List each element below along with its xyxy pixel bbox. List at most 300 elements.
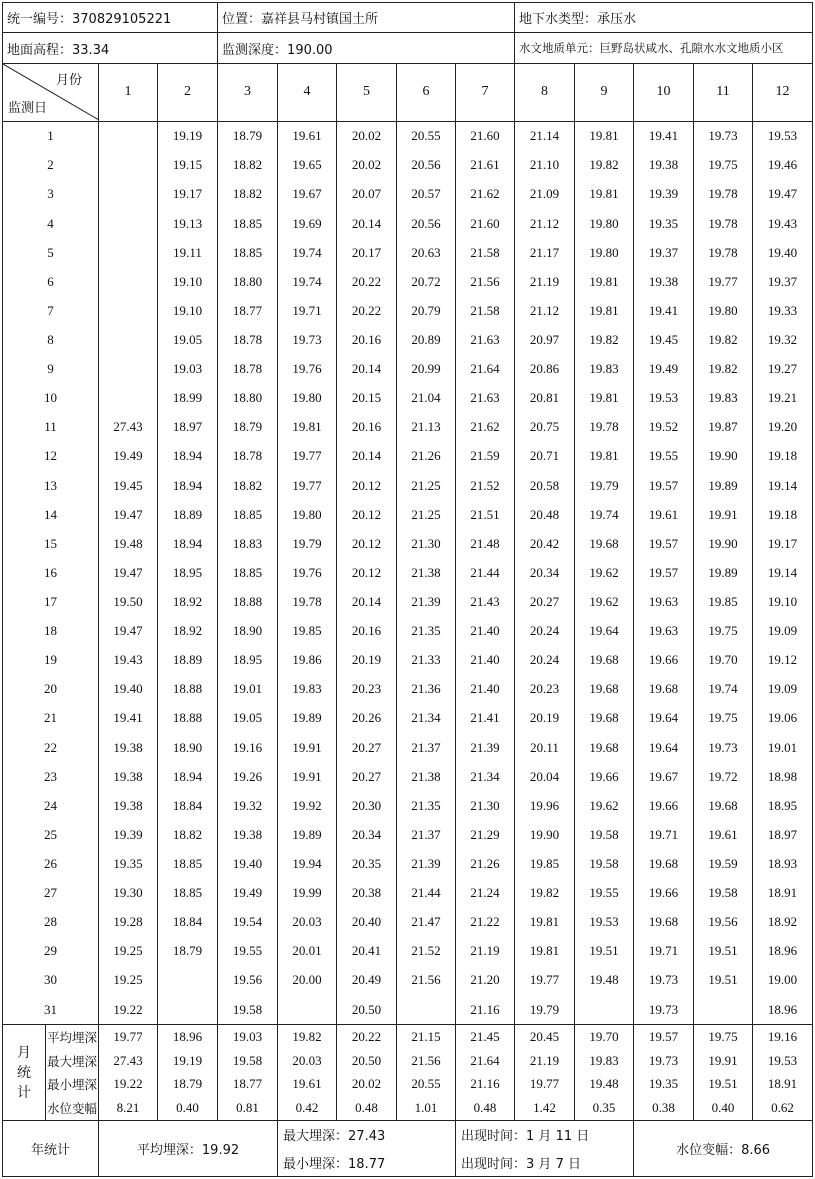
value-cell: 18.85 [218,209,278,238]
stat-value-cell: 19.57 [634,1025,694,1049]
value-cell: 18.90 [218,617,278,646]
value-cell: 21.19 [456,937,515,966]
stat-value-cell: 21.45 [456,1025,515,1049]
value-cell: 21.22 [456,908,515,937]
value-cell: 20.02 [337,121,397,151]
value-cell: 19.13 [158,209,218,238]
value-cell: 19.68 [575,529,634,558]
value-cell: 18.85 [218,500,278,529]
value-cell [99,238,158,267]
year-max-time: 出现时间：1 月 11 日 [456,1121,634,1149]
value-cell: 19.49 [99,442,158,471]
value-cell: 20.23 [515,675,575,704]
value-cell: 19.37 [634,238,694,267]
day-cell: 18 [3,617,99,646]
table-row [3,587,813,616]
value-cell: 20.12 [337,500,397,529]
value-cell: 19.68 [634,675,694,704]
value-cell: 19.81 [575,180,634,209]
value-cell: 19.81 [515,937,575,966]
value-cell: 18.78 [218,442,278,471]
value-cell: 19.25 [99,966,158,995]
value-cell: 19.55 [634,442,694,471]
value-cell: 20.48 [515,500,575,529]
value-cell: 19.99 [278,879,337,908]
value-cell: 20.16 [337,617,397,646]
stat-value-cell: 20.22 [337,1025,397,1049]
value-cell: 19.68 [575,675,634,704]
value-cell [158,995,218,1025]
value-cell: 19.82 [694,325,753,354]
water-type-cell [515,3,813,33]
value-cell [99,121,158,151]
day-cell: 12 [3,442,99,471]
station-id-label: 统一编号： [7,12,73,28]
value-cell: 21.35 [397,617,456,646]
value-cell: 20.57 [397,180,456,209]
stat-label: 最小埋深 [46,1073,99,1097]
value-cell: 19.79 [515,995,575,1025]
value-cell: 20.72 [397,267,456,296]
value-cell: 19.82 [575,151,634,180]
value-cell: 21.13 [397,413,456,442]
day-cell: 7 [3,296,99,325]
table-row [3,121,813,151]
stat-value-cell: 19.58 [218,1049,278,1073]
value-cell: 19.68 [575,704,634,733]
value-cell: 20.14 [337,355,397,384]
stat-value-cell: 19.61 [278,1073,337,1097]
value-cell: 19.73 [278,325,337,354]
table-row [3,646,813,675]
year-stats-label: 年统计 [3,1121,99,1177]
value-cell: 21.56 [456,267,515,296]
value-cell: 18.80 [218,267,278,296]
stat-value-cell: 19.48 [575,1073,634,1097]
value-cell: 20.12 [337,471,397,500]
value-cell: 21.62 [456,413,515,442]
value-cell: 19.79 [575,471,634,500]
value-cell [99,267,158,296]
value-cell: 18.91 [753,879,813,908]
value-cell: 19.56 [694,908,753,937]
value-cell: 19.11 [158,238,218,267]
value-cell: 19.06 [753,704,813,733]
value-cell: 19.26 [218,762,278,791]
stat-label: 平均埋深 [46,1025,99,1049]
value-cell: 19.78 [694,238,753,267]
value-cell: 21.39 [397,587,456,616]
value-cell: 19.12 [753,646,813,675]
day-cell: 1 [3,121,99,151]
value-cell: 19.80 [575,209,634,238]
value-cell: 18.77 [218,296,278,325]
value-cell: 21.10 [515,151,575,180]
stat-value-cell: 18.91 [753,1073,813,1097]
month-header: 9 [575,63,634,121]
month-header: 3 [218,63,278,121]
value-cell: 19.94 [278,849,337,878]
value-cell: 19.38 [218,820,278,849]
value-cell: 19.49 [218,879,278,908]
table-row [3,879,813,908]
stat-value-cell: 20.50 [337,1049,397,1073]
stat-row [3,1073,813,1097]
value-cell: 21.52 [456,471,515,500]
value-cell: 21.16 [456,995,515,1025]
value-cell: 20.15 [337,384,397,413]
value-cell: 19.89 [694,471,753,500]
value-cell: 18.89 [158,500,218,529]
value-cell: 19.86 [278,646,337,675]
value-cell: 19.64 [634,733,694,762]
value-cell: 18.82 [218,151,278,180]
value-cell: 21.17 [515,238,575,267]
value-cell: 19.83 [575,355,634,384]
stat-value-cell: 21.16 [456,1073,515,1097]
value-cell: 19.67 [634,762,694,791]
value-cell: 20.23 [337,675,397,704]
value-cell [694,995,753,1025]
day-cell: 27 [3,879,99,908]
table-row [3,238,813,267]
value-cell: 19.53 [753,121,813,151]
table-row [3,791,813,820]
station-id-cell [3,3,218,33]
value-cell: 19.62 [575,791,634,820]
table-row [3,296,813,325]
stat-row [3,1025,813,1049]
value-cell: 19.00 [753,966,813,995]
value-cell: 20.50 [337,995,397,1025]
value-cell: 19.81 [575,442,634,471]
value-cell: 19.82 [694,355,753,384]
table-row [3,325,813,354]
value-cell: 21.37 [397,733,456,762]
value-cell: 19.73 [694,733,753,762]
value-cell: 20.07 [337,180,397,209]
stat-value-cell: 0.38 [634,1096,694,1120]
value-cell: 19.14 [753,471,813,500]
stat-value-cell: 0.62 [753,1096,813,1120]
stat-value-cell: 19.35 [634,1073,694,1097]
value-cell: 19.40 [218,849,278,878]
value-cell: 21.60 [456,121,515,151]
value-cell: 19.55 [218,937,278,966]
value-cell [99,209,158,238]
value-cell: 20.75 [515,413,575,442]
value-cell: 19.27 [753,355,813,384]
value-cell: 18.90 [158,733,218,762]
value-cell: 20.38 [337,879,397,908]
value-cell: 20.19 [515,704,575,733]
value-cell: 19.58 [575,849,634,878]
hydro-unit-label: 水文地质单元： [519,41,600,56]
stat-value-cell: 20.03 [278,1049,337,1073]
stat-value-cell: 19.83 [575,1049,634,1073]
value-cell: 19.81 [575,296,634,325]
value-cell: 21.43 [456,587,515,616]
value-cell: 19.74 [278,267,337,296]
stat-value-cell: 19.03 [218,1025,278,1049]
value-cell: 19.58 [575,820,634,849]
value-cell: 19.15 [158,151,218,180]
value-cell: 20.56 [397,209,456,238]
value-cell: 21.09 [515,180,575,209]
value-cell: 20.71 [515,442,575,471]
value-cell: 20.22 [337,267,397,296]
value-cell: 19.96 [515,791,575,820]
value-cell: 19.80 [694,296,753,325]
value-cell: 18.92 [158,587,218,616]
value-cell: 18.88 [218,587,278,616]
value-cell: 19.74 [278,238,337,267]
value-cell: 19.62 [575,587,634,616]
value-cell: 19.61 [694,820,753,849]
corner-header-cell [3,63,99,121]
value-cell: 19.80 [278,500,337,529]
table-row [3,442,813,471]
value-cell: 19.68 [634,849,694,878]
value-cell: 19.63 [634,587,694,616]
stat-label: 水位变幅 [46,1096,99,1120]
value-cell: 20.35 [337,849,397,878]
value-cell [158,966,218,995]
value-cell: 20.17 [337,238,397,267]
value-cell: 19.81 [575,384,634,413]
value-cell: 19.20 [753,413,813,442]
value-cell: 21.24 [456,879,515,908]
stat-value-cell: 19.19 [158,1049,218,1073]
day-cell: 14 [3,500,99,529]
stat-value-cell: 21.56 [397,1049,456,1073]
value-cell: 18.82 [158,820,218,849]
month-header: 11 [694,63,753,121]
value-cell: 19.43 [753,209,813,238]
value-cell: 19.47 [753,180,813,209]
stat-value-cell: 19.77 [99,1025,158,1049]
stat-value-cell: 19.82 [278,1025,337,1049]
stat-value-cell: 19.22 [99,1073,158,1097]
value-cell: 20.63 [397,238,456,267]
value-cell: 20.14 [337,587,397,616]
day-cell: 22 [3,733,99,762]
value-cell: 18.79 [218,413,278,442]
value-cell: 19.54 [218,908,278,937]
stat-value-cell: 0.40 [158,1096,218,1120]
value-cell: 21.34 [397,704,456,733]
value-cell: 18.82 [218,471,278,500]
stat-row [3,1049,813,1073]
value-cell: 19.52 [634,413,694,442]
value-cell: 21.33 [397,646,456,675]
stat-value-cell: 1.42 [515,1096,575,1120]
value-cell: 19.37 [753,267,813,296]
value-cell: 18.97 [753,820,813,849]
value-cell: 19.81 [278,413,337,442]
value-cell: 18.80 [218,384,278,413]
value-cell: 19.79 [278,529,337,558]
value-cell: 19.10 [753,587,813,616]
value-cell: 19.80 [575,238,634,267]
stat-value-cell: 19.77 [515,1073,575,1097]
value-cell: 19.40 [753,238,813,267]
value-cell: 19.38 [99,733,158,762]
value-cell: 19.22 [99,995,158,1025]
value-cell: 19.78 [694,209,753,238]
value-cell: 18.94 [158,762,218,791]
month-header: 1 [99,63,158,121]
value-cell: 19.48 [99,529,158,558]
stat-value-cell: 19.51 [694,1073,753,1097]
stat-label: 最大埋深 [46,1049,99,1073]
stat-value-cell: 21.64 [456,1049,515,1073]
value-cell: 19.90 [694,529,753,558]
value-cell: 19.83 [694,384,753,413]
value-cell: 20.19 [337,646,397,675]
value-cell: 19.45 [99,471,158,500]
month-header: 8 [515,63,575,121]
value-cell: 20.12 [337,529,397,558]
table-row [3,617,813,646]
value-cell: 19.47 [99,500,158,529]
value-cell: 18.85 [158,849,218,878]
value-cell: 19.91 [278,762,337,791]
value-cell: 20.02 [337,151,397,180]
monitor-depth-cell [218,33,515,63]
value-cell: 19.41 [634,296,694,325]
value-cell: 18.97 [158,413,218,442]
stat-value-cell: 0.35 [575,1096,634,1120]
value-cell: 21.12 [515,296,575,325]
value-cell: 19.90 [515,820,575,849]
month-header: 4 [278,63,337,121]
value-cell: 20.34 [337,820,397,849]
value-cell: 21.40 [456,646,515,675]
value-cell: 19.64 [575,617,634,646]
value-cell: 21.37 [397,820,456,849]
day-cell: 13 [3,471,99,500]
value-cell: 21.26 [397,442,456,471]
value-cell: 19.38 [99,791,158,820]
value-cell: 19.73 [634,995,694,1025]
value-cell [99,151,158,180]
value-cell: 19.74 [694,675,753,704]
table-row [3,267,813,296]
value-cell: 19.43 [99,646,158,675]
value-cell: 21.63 [456,384,515,413]
value-cell: 19.17 [753,529,813,558]
table-row [3,413,813,442]
year-range: 水位变幅：8.66 [634,1121,813,1177]
value-cell: 20.97 [515,325,575,354]
value-cell: 21.40 [456,617,515,646]
stat-value-cell: 0.48 [337,1096,397,1120]
value-cell: 19.85 [278,617,337,646]
value-cell [99,180,158,209]
value-cell: 21.56 [397,966,456,995]
value-cell [99,384,158,413]
value-cell: 19.56 [218,966,278,995]
value-cell: 21.12 [515,209,575,238]
value-cell: 19.35 [99,849,158,878]
value-cell: 21.20 [456,966,515,995]
value-cell: 19.71 [278,296,337,325]
value-cell: 21.38 [397,558,456,587]
day-cell: 6 [3,267,99,296]
value-cell: 18.92 [753,908,813,937]
value-cell: 19.38 [634,267,694,296]
table-row [3,675,813,704]
value-cell: 21.44 [397,879,456,908]
value-cell: 19.81 [515,908,575,937]
year-min-depth: 最小埋深：18.77 [278,1148,456,1176]
value-cell: 19.68 [575,733,634,762]
value-cell: 20.42 [515,529,575,558]
day-cell: 25 [3,820,99,849]
value-cell: 19.66 [575,762,634,791]
value-cell: 19.57 [634,529,694,558]
value-cell: 21.60 [456,209,515,238]
value-cell: 19.68 [694,791,753,820]
value-cell: 19.25 [99,937,158,966]
value-cell: 21.34 [456,762,515,791]
value-cell: 20.86 [515,355,575,384]
year-stats-row [3,1121,813,1149]
value-cell: 19.57 [634,471,694,500]
value-cell: 19.38 [634,151,694,180]
value-cell: 19.41 [99,704,158,733]
value-cell: 19.61 [634,500,694,529]
stat-value-cell: 18.96 [158,1025,218,1049]
value-cell: 20.99 [397,355,456,384]
month-header: 12 [753,63,813,121]
value-cell: 20.24 [515,646,575,675]
value-cell: 18.93 [753,849,813,878]
day-cell: 9 [3,355,99,384]
value-cell: 20.40 [337,908,397,937]
day-cell: 30 [3,966,99,995]
value-cell: 21.30 [456,791,515,820]
value-cell: 19.73 [634,966,694,995]
value-cell: 18.84 [158,791,218,820]
value-cell: 19.72 [694,762,753,791]
corner-day-label: 监测日 [8,100,48,116]
station-id-value: 370829105221 [72,12,172,28]
value-cell: 18.95 [158,558,218,587]
value-cell: 19.81 [575,121,634,151]
corner-month-label: 月份 [55,72,82,88]
value-cell: 20.03 [278,908,337,937]
value-cell: 19.89 [278,704,337,733]
value-cell: 19.91 [278,733,337,762]
value-cell: 19.01 [218,675,278,704]
day-cell: 5 [3,238,99,267]
stat-value-cell: 19.91 [694,1049,753,1073]
value-cell: 19.38 [99,762,158,791]
stat-value-cell: 27.43 [99,1049,158,1073]
water-type-value: 承压水 [597,12,637,28]
value-cell: 21.59 [456,442,515,471]
stat-value-cell: 18.79 [158,1073,218,1097]
elevation-label: 地面高程： [7,42,73,58]
stat-value-cell: 20.02 [337,1073,397,1097]
value-cell: 19.19 [158,121,218,151]
table-row [3,529,813,558]
value-cell: 19.87 [694,413,753,442]
value-cell: 18.84 [158,908,218,937]
value-cell: 18.83 [218,529,278,558]
